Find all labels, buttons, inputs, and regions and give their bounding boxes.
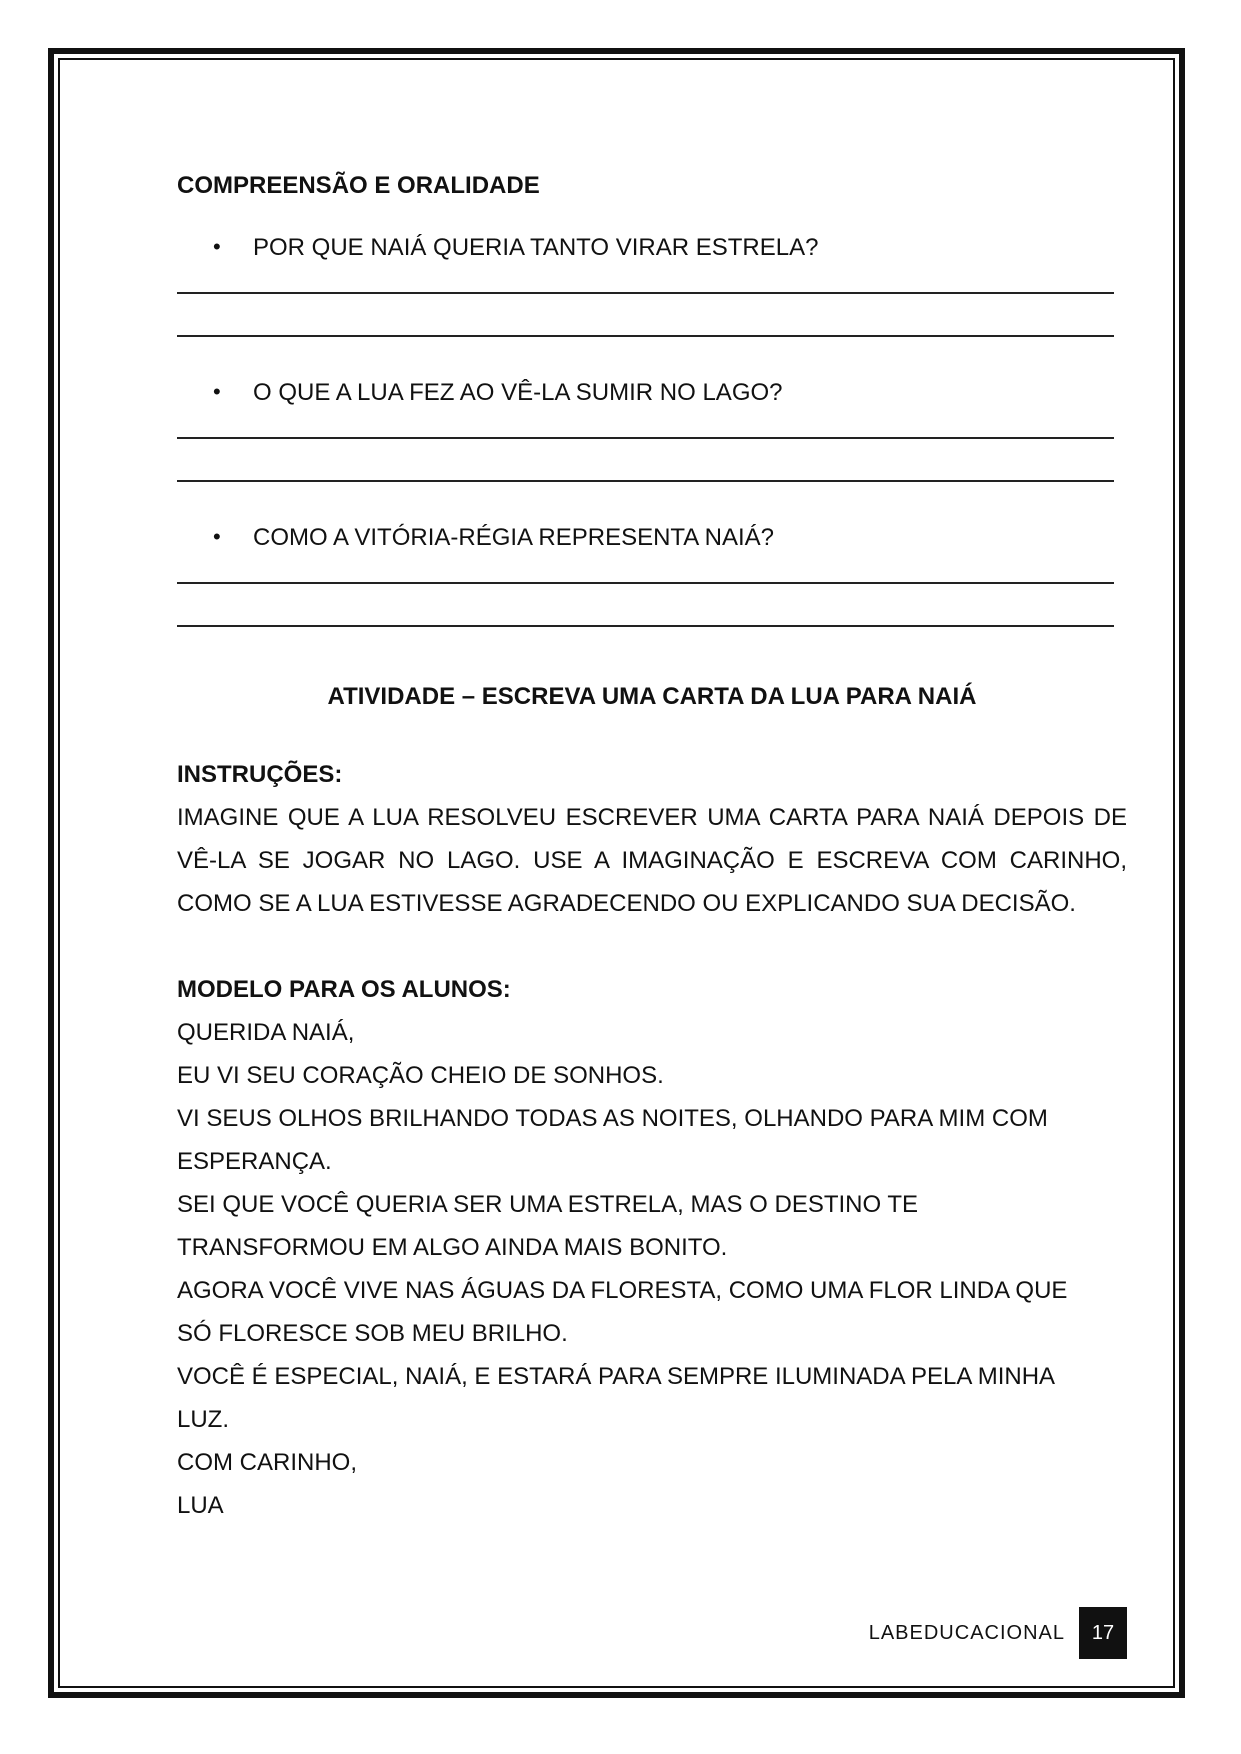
letter-line: LUA	[177, 1492, 224, 1519]
letter-line: SÓ FLORESCE SOB MEU BRILHO.	[177, 1320, 568, 1347]
page-content	[177, 172, 1127, 1527]
activity-title: ATIVIDADE – ESCREVA UMA CARTA DA LUA PARA NAIÁ	[327, 683, 977, 710]
answer-line[interactable]	[177, 292, 1114, 294]
bullet-icon: •	[213, 524, 221, 549]
letter-line: COM CARINHO,	[177, 1449, 357, 1476]
letter-line: VI SEUS OLHOS BRILHANDO TODAS AS NOITES, OLHANDO PARA MIM COM	[177, 1105, 1048, 1132]
question-text: POR QUE NAIÁ QUERIA TANTO VIRAR ESTRELA?	[253, 234, 819, 261]
letter-line: LUZ.	[177, 1406, 230, 1433]
letter-line: EU VI SEU CORAÇÃO CHEIO DE SONHOS.	[177, 1062, 664, 1089]
letter-line: SEI QUE VOCÊ QUERIA SER UMA ESTRELA, MAS O DESTINO TE	[177, 1191, 919, 1218]
instructions-label: INSTRUÇÕES:	[177, 761, 343, 788]
page-footer	[869, 1607, 1127, 1659]
question-item	[177, 524, 1127, 552]
answer-line[interactable]	[177, 625, 1114, 627]
question-item	[177, 234, 1127, 262]
footer-brand: LABEDUCACIONAL	[868, 1621, 1065, 1644]
answer-line[interactable]	[177, 480, 1114, 482]
model-label: MODELO PARA OS ALUNOS:	[177, 976, 511, 1003]
section-heading: COMPREENSÃO E ORALIDADE	[177, 172, 540, 199]
letter-line: VOCÊ É ESPECIAL, NAIÁ, E ESTARÁ PARA SEMPRE ILUMINADA PELA MINHA	[177, 1363, 1056, 1390]
question-item	[177, 379, 1127, 407]
letter-line: ESPERANÇA.	[177, 1148, 332, 1175]
bullet-icon: •	[213, 379, 221, 404]
question-text: O QUE A LUA FEZ AO VÊ-LA SUMIR NO LAGO?	[253, 379, 783, 406]
page-number: 17	[1079, 1607, 1127, 1659]
answer-line[interactable]	[177, 437, 1114, 439]
instructions-text: IMAGINE QUE A LUA RESOLVEU ESCREVER UMA CARTA PARA NAIÁ DEPOIS DE VÊ-LA SE JOGAR NO LAGO. USE A IMAGINAÇÃO E ESCREVA COM CARINHO, COMO SE A LUA ESTIVESSE AGRADECENDO OU EXPLICANDO SUA DECISÃO.	[177, 804, 1127, 917]
letter-line: TRANSFORMOU EM ALGO AINDA MAIS BONITO.	[177, 1234, 728, 1261]
answer-line[interactable]	[177, 582, 1114, 584]
bullet-icon: •	[213, 234, 221, 259]
question-text: COMO A VITÓRIA-RÉGIA REPRESENTA NAIÁ?	[253, 524, 775, 551]
letter-line: AGORA VOCÊ VIVE NAS ÁGUAS DA FLORESTA, COMO UMA FLOR LINDA QUE	[177, 1277, 1068, 1304]
letter-line: QUERIDA NAIÁ,	[177, 1019, 355, 1046]
model-letter	[177, 1011, 1127, 1527]
answer-line[interactable]	[177, 335, 1114, 337]
